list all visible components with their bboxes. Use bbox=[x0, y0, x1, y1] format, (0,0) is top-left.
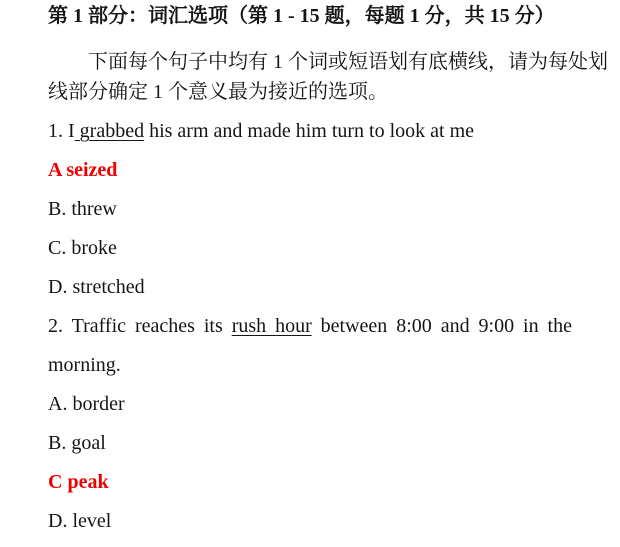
question-1-underlined-term: grabbed bbox=[74, 120, 145, 142]
question-2-option-b: B. goal bbox=[48, 432, 106, 454]
question-1-text-prefix: 1. I bbox=[48, 120, 75, 142]
section-title: 第 1 部分：词汇选项（第 1 - 15 题，每题 1 分，共 15 分） bbox=[48, 5, 555, 27]
question-2-text-suffix: between 8:00 and 9:00 in the bbox=[311, 315, 572, 337]
instructions-paragraph bbox=[48, 47, 608, 107]
question-2-text-line-2: morning. bbox=[48, 354, 121, 376]
instructions-line-1: 下面每个句子中均有 1 个词或短语划有底横线，请为每处划 bbox=[88, 51, 608, 73]
question-2-text-line-1 bbox=[48, 307, 572, 346]
question-2-option-d: D. level bbox=[48, 510, 112, 532]
question-2-option-a: A. border bbox=[48, 393, 125, 415]
questions-block bbox=[48, 112, 572, 541]
question-1-option-b: B. threw bbox=[48, 198, 117, 220]
question-1-option-d: D. stretched bbox=[48, 276, 145, 298]
question-1-option-c: C. broke bbox=[48, 237, 117, 259]
question-1-text-suffix: his arm and made him turn to look at me bbox=[144, 120, 475, 142]
question-1-option-a-answer: A seized bbox=[48, 159, 118, 181]
question-2-text-prefix: 2. Traffic reaches its bbox=[48, 315, 232, 337]
instructions-line-2: 线部分确定 1 个意义最为接近的选项。 bbox=[48, 81, 388, 103]
question-2-option-c-answer: C peak bbox=[48, 471, 109, 493]
question-1-text bbox=[48, 112, 572, 151]
question-2-underlined-term: rush hour bbox=[231, 315, 312, 337]
